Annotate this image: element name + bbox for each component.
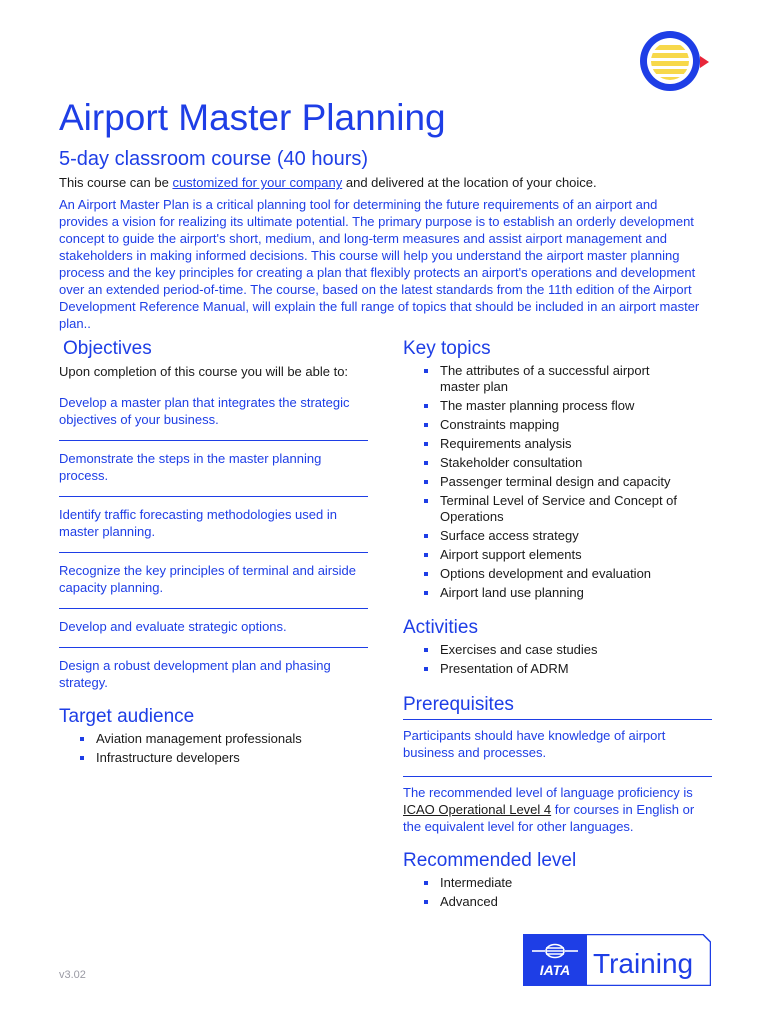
target-audience-list	[59, 731, 359, 769]
icao-level-link[interactable]: ICAO Operational Level 4	[403, 802, 552, 817]
key-topic-item: Surface access strategy	[403, 528, 713, 544]
language-text-after: for courses in English or the equivalent level for other languages.	[403, 802, 695, 834]
audience-item: Infrastructure developers	[59, 750, 359, 766]
key-topic-item: Airport land use planning	[403, 585, 713, 601]
customize-link[interactable]: customized for your company	[172, 175, 343, 190]
key-topic-item: The attributes of a successful airport master plan	[403, 363, 713, 395]
badge-brand-text: IATA	[539, 962, 571, 978]
course-subtitle: 5-day classroom course (40 hours)	[59, 148, 369, 170]
intro-line	[59, 174, 597, 191]
key-topic-item: Passenger terminal design and capacity	[403, 474, 713, 490]
intro-text-before: This course can be	[59, 175, 173, 190]
key-topic-item: Options development and evaluation	[403, 566, 713, 582]
prerequisites-divider	[403, 776, 712, 777]
key-topic-item: Terminal Level of Service and Concept of Operations	[403, 493, 713, 525]
prerequisites-heading: Prerequisites	[403, 694, 514, 715]
objective-item: Design a robust development plan and phasing strategy.	[59, 658, 331, 690]
key-topics-heading: Key topics	[403, 338, 491, 359]
objective-item: Develop and evaluate strategic options.	[59, 609, 368, 648]
key-topic-item: Stakeholder consultation	[403, 455, 713, 471]
level-item: Intermediate	[403, 875, 703, 891]
objectives-heading: Objectives	[63, 338, 152, 359]
key-topic-item: The master planning process flow	[403, 398, 713, 414]
prerequisites-knowledge-text: Participants should have knowledge of airport business and processes.	[403, 728, 666, 760]
audience-item: Aviation management professionals	[59, 731, 359, 747]
target-audience-heading: Target audience	[59, 706, 195, 727]
activities-list	[403, 642, 703, 680]
intro-text-after: and delivered at the location of your choice.	[342, 175, 597, 190]
key-topics-list	[403, 363, 713, 604]
level-item: Advanced	[403, 894, 703, 910]
objective-item: Identify traffic forecasting methodologies used in master planning.	[59, 497, 368, 553]
recommended-level-list	[403, 875, 703, 913]
prerequisites-language-text	[403, 784, 713, 835]
key-topic-item: Constraints mapping	[403, 417, 713, 433]
objective-item: Recognize the key principles of terminal and airside capacity planning.	[59, 553, 368, 609]
iata-training-badge	[523, 934, 711, 986]
course-description: An Airport Master Plan is a critical planning tool for determining the future requirements of an airport and provides a vision for realizing its ultimate potential. The primary purpose is to establish an orderly development concept to guide the airport's short, medium, and long-term measures and assist airport management and stakeholders in making informed decisions. This course will help you understand the airport master planning process and the key principles for creating a plan that flexibly protects an airport's operations and development over an extended period-of-time. The course, based on the latest standards from the 11th edition of the Airport Development Reference Manual, will explain the full range of topics that should be included in an airport master plan..	[59, 197, 700, 331]
objectives-list	[59, 385, 368, 704]
activity-item: Exercises and case studies	[403, 642, 703, 658]
recommended-level-heading: Recommended level	[403, 850, 577, 871]
objective-item: Develop a master plan that integrates the strategic objectives of your business.	[59, 385, 368, 441]
objective-item: Demonstrate the steps in the master planning process.	[59, 441, 368, 497]
page-title: Airport Master Planning	[59, 97, 446, 138]
prerequisites-divider	[403, 719, 712, 720]
badge-label-text: Training	[593, 948, 694, 979]
key-topic-item: Requirements analysis	[403, 436, 713, 452]
language-text-before: The recommended level of language proficiency is	[403, 785, 693, 800]
version-label: v3.02	[59, 969, 86, 981]
activities-heading: Activities	[403, 617, 478, 638]
objectives-lead: Upon completion of this course you will be able to:	[59, 364, 349, 379]
iata-roundel-logo-icon	[636, 30, 710, 94]
key-topic-item: Airport support elements	[403, 547, 713, 563]
activity-item: Presentation of ADRM	[403, 661, 703, 677]
